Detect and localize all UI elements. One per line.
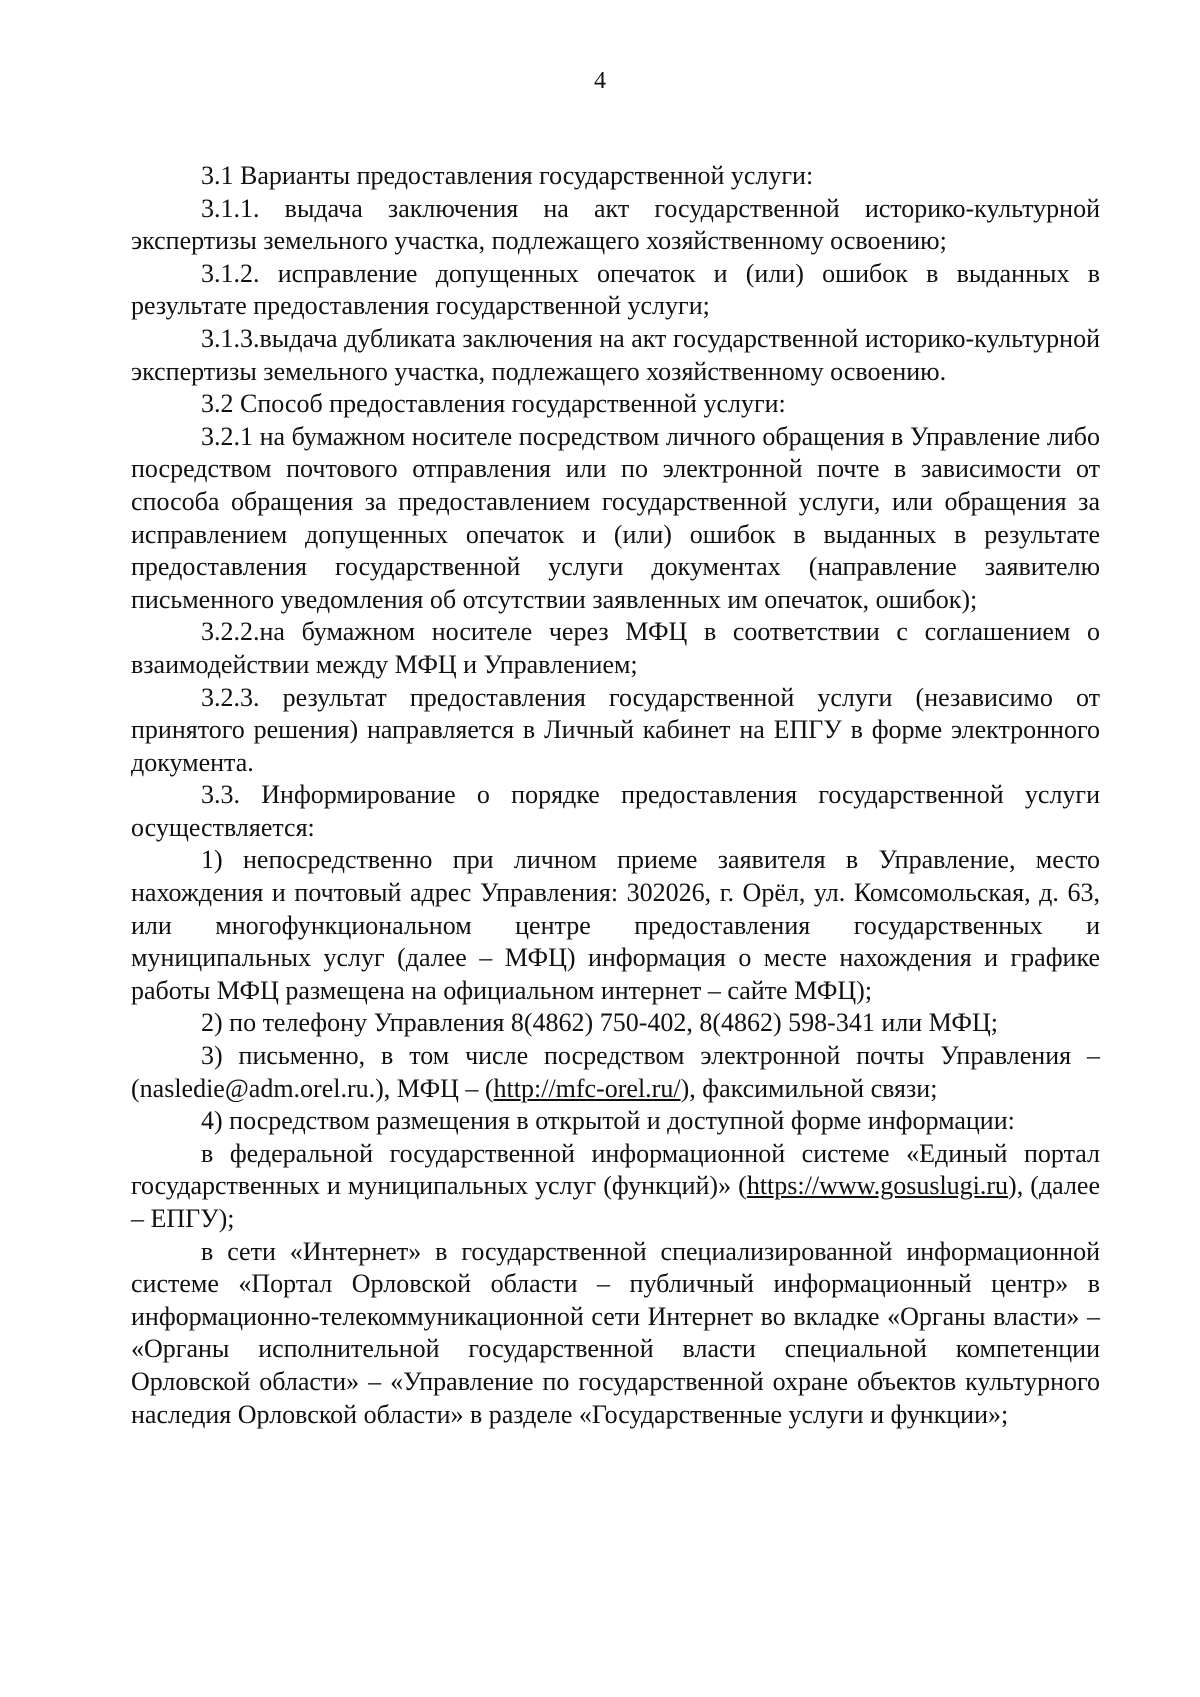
- list-item-4-epgu-text-end: ), (далее – ЕПГУ);: [131, 1171, 1100, 1233]
- page-number: 4: [594, 68, 606, 94]
- document-body: [131, 160, 1100, 1431]
- list-item-3-text-start: 3) письменно, в том числе посредством электронной почты Управления – (nasledie@adm.orel.ru.), МФЦ – (: [131, 1041, 1100, 1103]
- list-item-4-epgu-text-start: в федеральной государственной информационной системе «Единый портал государственных и муниципальных услуг (функций)» (: [131, 1138, 1100, 1201]
- paragraph-3-2: 3.2 Способ предоставления государственной услуги:: [201, 389, 786, 419]
- paragraph-3-2-1: 3.2.1 на бумажном носителе посредством личного обращения в Управление либо посредством почтового отправления или по электронной почте в зависимости от способа обращения за предоставлением государственной услуги, или обращения за исправлением допущенных опечаток и (или) ошибок в выданных в результате предоставления государственной услуги документах (направление заявителю письменного уведомления об отсутствии заявленных им опечаток, ошибок);: [131, 421, 1100, 614]
- list-item-2: 2) по телефону Управления 8(4862) 750-402, 8(4862) 598-341 или МФЦ;: [201, 1008, 998, 1038]
- paragraph-3-1: 3.1 Варианты предоставления государственной услуги:: [201, 161, 814, 190]
- mfc-website-link[interactable]: http://mfc-orel.ru/: [493, 1073, 681, 1103]
- gosuslugi-link[interactable]: https://www.gosuslugi.ru: [746, 1171, 1009, 1201]
- paragraph-3-1-3: 3.1.3.выдача дубликата заключения на акт государственной историко-культурной экспертизы земельного участка, подлежащего хозяйственному освоению.: [131, 323, 1100, 386]
- paragraph-3-3: 3.3. Информирование о порядке предоставления государственной услуги осуществляется:: [131, 780, 1100, 842]
- paragraph-3-2-2: 3.2.2.на бумажном носителе через МФЦ в соответствии с соглашением о взаимодействии между МФЦ и Управлением;: [131, 617, 1100, 679]
- paragraph-3-1-1: 3.1.1. выдача заключения на акт государственной историко-культурной экспертизы земельного участка, подлежащего хозяйственному освоению;: [131, 193, 1100, 256]
- list-item-3: [131, 1040, 1100, 1105]
- paragraph-3-2-3: 3.2.3. результат предоставления государственной услуги (независимо от принятого решения) направляется в Личный кабинет на ЕПГУ в форме электронного документа.: [131, 682, 1100, 777]
- list-item-4-epgu: [131, 1138, 1100, 1236]
- list-item-1: 1) непосредственно при личном приеме заявителя в Управление, место нахождения и почтовый адрес Управления: 302026, г. Орёл, ул. Комсомольская, д. 63, или многофункциональном центре предоставления государственных и муниципальных услуг (далее – МФЦ) информация о месте нахождения и графике работы МФЦ размещена на официальном интернет – сайте МФЦ);: [131, 845, 1100, 1005]
- list-item-3-text-end: ), факсимильной связи;: [680, 1073, 938, 1103]
- paragraph-3-1-2: 3.1.2. исправление допущенных опечаток и (или) ошибок в выданных в результате предоставления государственной услуги;: [131, 258, 1100, 321]
- list-item-4: 4) посредством размещения в открытой и доступной форме информации:: [201, 1106, 1015, 1136]
- list-item-4-portal: в сети «Интернет» в государственной специализированной информационной системе «Портал Орловской области – публичный информационный центр» в информационно-телекоммуникационной сети Интернет во вкладке «Органы власти» – «Органы исполнительной государственной власти специальной компетенции Орловской области» – «Управление по государственной охране объектов культурного наследия Орловской области» в разделе «Государственные услуги и функции»;: [131, 1236, 1100, 1429]
